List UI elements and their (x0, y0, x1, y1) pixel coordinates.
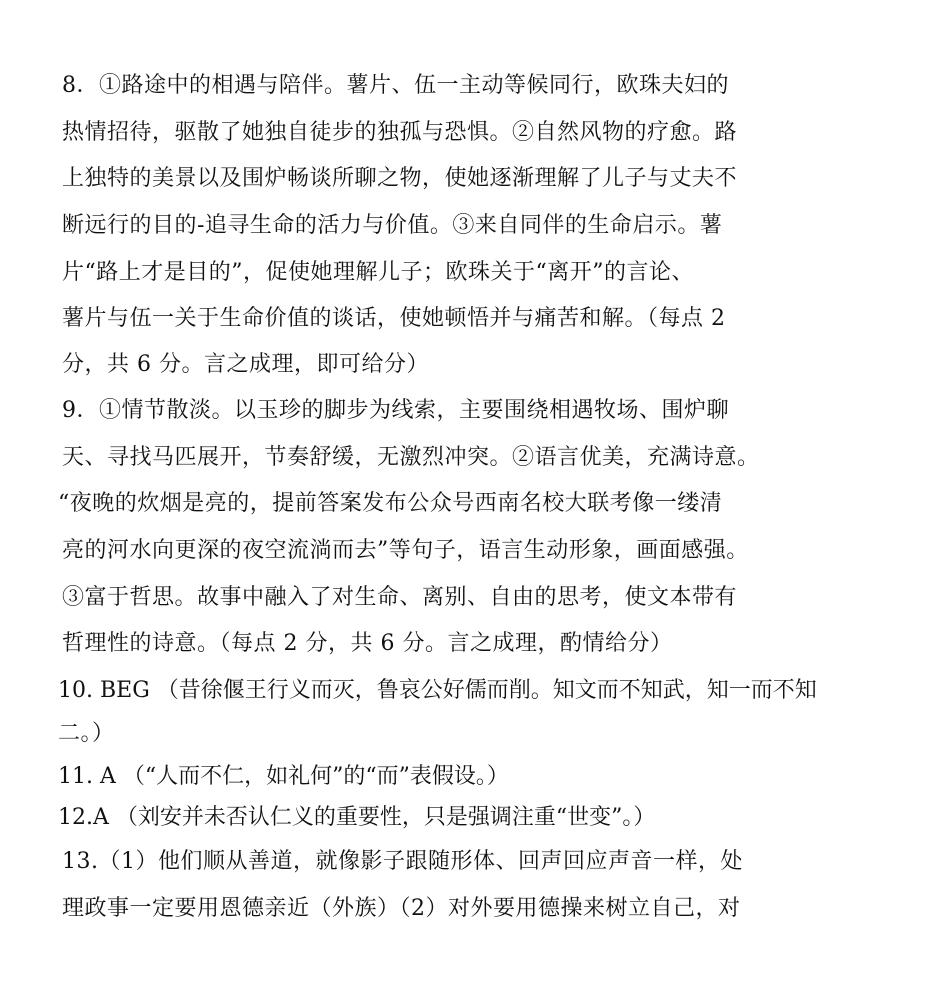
text-line-13: 哲理性的诗意。（每点 2 分，共 6 分。言之成理，酌情给分） (62, 631, 673, 656)
text-line-7: 分，共 6 分。言之成理，即可给分） (62, 352, 429, 377)
text-line-16: 11. A （“人而不仁，如礼何”的“而”表假设。） (58, 764, 509, 789)
text-line-2: 热情招待，驱散了她独自徒步的独孤与恐惧。②自然风物的疗愈。路 (62, 120, 738, 145)
text-line-5: 片“路上才是目的”，促使她理解儿子；欧珠关于“离开”的言论、 (62, 260, 694, 285)
text-line-14: 10. BEG （昔徐偃王行义而灭，鲁哀公好儒而削。知文而不知武，知一而不知 (58, 678, 817, 703)
text-line-9: 天、寻找马匹展开，节奏舒缓，无激烈冲突。②语言优美，充满诗意。 (62, 445, 760, 470)
text-line-10: “夜晚的炊烟是亮的，提前答案发布公众号西南名校大联考像一缕清 (58, 491, 723, 516)
text-line-8: 9．①情节散淡。以玉珍的脚步为线索，主要围绕相遇牧场、围炉聊 (62, 398, 729, 423)
text-line-15: 二。） (58, 721, 115, 746)
text-line-11: 亮的河水向更深的夜空流淌而去”等句子，语言生动形象，画面感强。 (62, 538, 749, 563)
text-line-12: ③富于哲思。故事中融入了对生命、离别、自由的思考，使文本带有 (62, 585, 738, 610)
text-line-1: 8．①路途中的相遇与陪伴。薯片、伍一主动等候同行，欧珠夫妇的 (62, 73, 729, 98)
text-line-19: 理政事一定要用恩德亲近（外族）（2）对外要用德操来树立自己，对 (62, 896, 741, 921)
text-line-4: 断远行的目的-追寻生命的活力与价值。③来自同伴的生命启示。薯 (62, 213, 723, 238)
text-line-17: 12.A （刘安并未否认仁义的重要性，只是强调注重“世变”。） (58, 805, 656, 830)
text-line-3: 上独特的美景以及围炉畅谈所聊之物，使她逐渐理解了儿子与丈夫不 (62, 166, 738, 191)
text-line-18: 13.（1）他们顺从善道，就像影子跟随形体、回声回应声音一样，处 (62, 849, 743, 874)
text-line-6: 薯片与伍一关于生命价值的谈话，使她顿悟并与痛苦和解。（每点 2 (62, 306, 726, 331)
